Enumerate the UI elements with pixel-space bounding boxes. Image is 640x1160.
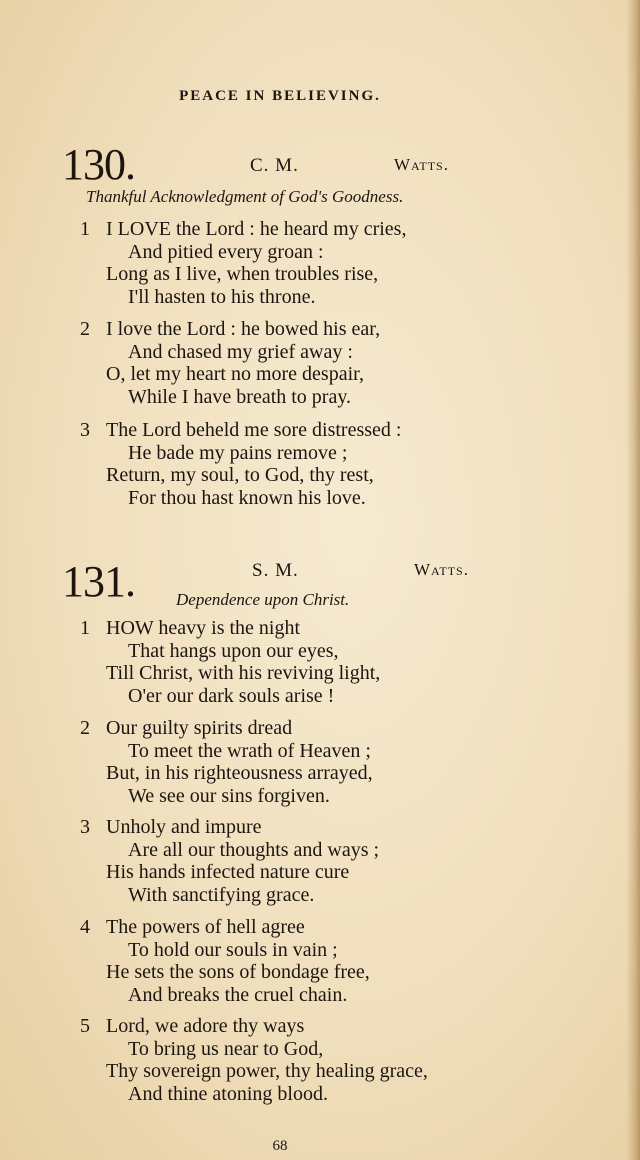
stanza-number: 5 — [80, 1015, 90, 1037]
stanza-number: 1 — [80, 218, 90, 240]
hymn-author: Watts. — [394, 155, 449, 174]
verse-line: The Lord beheld me sore distressed : — [106, 419, 402, 441]
stanza-4 — [80, 916, 370, 1006]
verse-line: Till Christ, with his reviving light, — [106, 662, 381, 684]
page-edge-shadow — [626, 0, 640, 1160]
hymn-meter: C. M. — [250, 155, 299, 176]
verse-line: He bade my pains remove ; — [128, 441, 348, 464]
verse-line: Long as I live, when troubles rise, — [106, 263, 379, 285]
hymn-meter: S. M. — [252, 560, 299, 581]
verse-line: For thou hast known his love. — [128, 486, 366, 509]
stanza-1 — [80, 218, 406, 308]
stanza-number: 1 — [80, 617, 90, 639]
verse-line: And breaks the cruel chain. — [128, 983, 348, 1006]
verse-line: And pitied every groan : — [128, 240, 324, 263]
verse-line: To hold our souls in vain ; — [128, 938, 338, 961]
stanza-number: 4 — [80, 916, 90, 938]
stanza-3 — [80, 419, 401, 509]
hymn-number: 130. — [62, 140, 135, 189]
verse-line: And thine atoning blood. — [128, 1082, 328, 1105]
verse-line: To meet the wrath of Heaven ; — [128, 739, 371, 762]
verse-line: But, in his righteousness arrayed, — [106, 762, 373, 784]
stanza-5 — [80, 1015, 428, 1105]
running-head: PEACE IN BELIEVING. — [179, 88, 381, 104]
verse-line: I LOVE the Lord : he heard my cries, — [106, 218, 407, 240]
stanza-number: 3 — [80, 816, 90, 838]
verse-line: Lord, we adore thy ways — [106, 1015, 305, 1037]
stanza-2 — [80, 717, 373, 807]
hymn-subtitle: Thankful Acknowledgment of God's Goodness. — [86, 187, 404, 206]
stanza-1 — [80, 617, 380, 707]
verse-line: Return, my soul, to God, thy rest, — [106, 464, 374, 486]
verse-line: To bring us near to God, — [128, 1037, 324, 1060]
verse-line: While I have breath to pray. — [128, 385, 352, 408]
stanza-number: 3 — [80, 419, 90, 441]
stanza-2 — [80, 318, 380, 408]
hymn-subtitle: Dependence upon Christ. — [176, 590, 350, 609]
verse-line: Our guilty spirits dread — [106, 717, 293, 739]
verse-line: Are all our thoughts and ways ; — [128, 838, 380, 861]
verse-line: With sanctifying grace. — [128, 883, 315, 906]
stanza-number: 2 — [80, 318, 90, 340]
verse-line: O, let my heart no more despair, — [106, 363, 365, 385]
verse-line: That hangs upon our eyes, — [128, 639, 339, 662]
verse-line: We see our sins forgiven. — [128, 784, 330, 807]
verse-line: I'll hasten to his throne. — [128, 285, 316, 308]
page-number: 68 — [272, 1138, 288, 1154]
stanza-number: 2 — [80, 717, 90, 739]
verse-line: I love the Lord : he bowed his ear, — [106, 318, 381, 340]
verse-line: And chased my grief away : — [128, 340, 353, 363]
verse-line: Unholy and impure — [106, 816, 262, 838]
verse-line: O'er our dark souls arise ! — [128, 684, 335, 707]
hymn-number: 131. — [62, 557, 135, 606]
verse-line: His hands infected nature cure — [106, 861, 350, 883]
verse-line: The powers of hell agree — [106, 916, 305, 938]
stanza-3 — [80, 816, 379, 906]
verse-line: Thy sovereign power, thy healing grace, — [106, 1060, 428, 1082]
verse-line: HOW heavy is the night — [106, 617, 301, 639]
verse-line: He sets the sons of bondage free, — [106, 961, 370, 983]
hymn-author: Watts. — [414, 560, 469, 579]
